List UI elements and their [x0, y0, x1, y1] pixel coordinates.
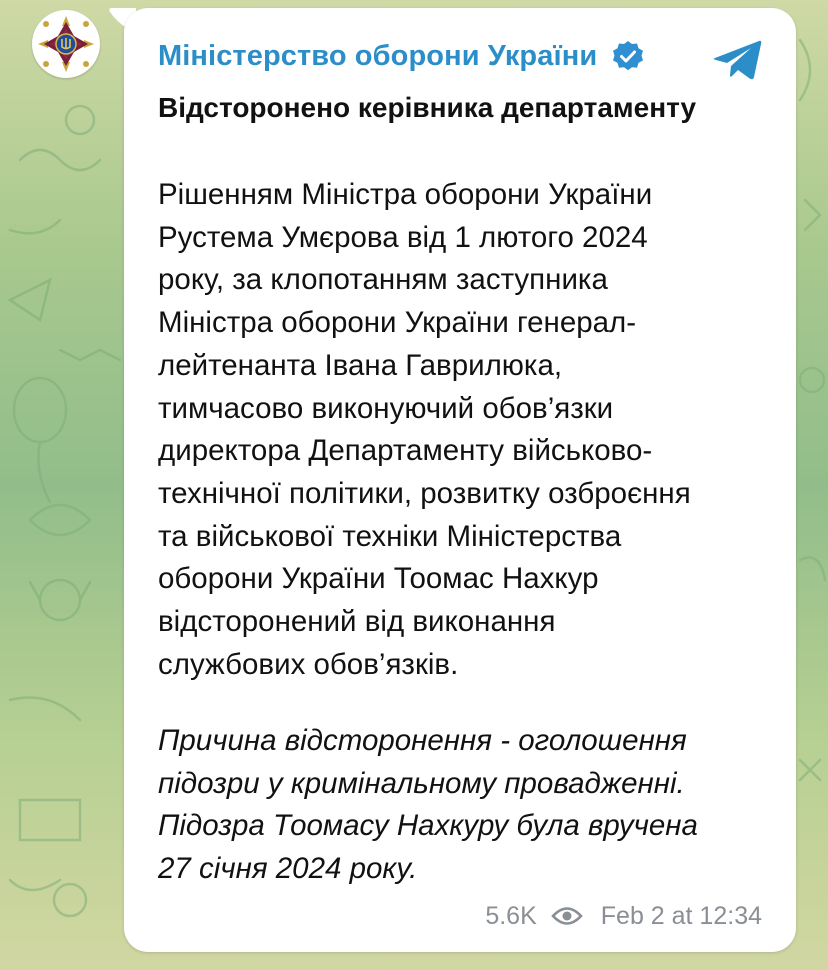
- body-line: Рішенням Міністра оборони України: [158, 178, 653, 211]
- body-line: оборони України Тоомас Нахкур: [158, 562, 599, 596]
- view-count: 5.6K: [485, 901, 537, 930]
- italic-line: 27 січня 2024 року.: [158, 852, 418, 886]
- post-headline: Відсторонено керівника департаменту: [158, 92, 697, 123]
- message-meta: [485, 898, 762, 934]
- channel-avatar[interactable]: [32, 10, 100, 78]
- channel-header: [158, 36, 645, 76]
- body-line: тимчасово виконуючий обов’язки: [158, 391, 614, 425]
- italic-line: Причина відсторонення - оголошення: [158, 724, 687, 757]
- body-line: Рустема Умєрова від 1 лютого 2024: [158, 220, 648, 254]
- body-line: та військової техніки Міністерства: [158, 519, 622, 553]
- body-line: відсторонений від виконання: [158, 605, 556, 639]
- body-line: технічної політики, розвитку озброєння: [158, 476, 691, 510]
- ministry-emblem-icon: [32, 10, 100, 78]
- channel-name[interactable]: Міністерство оборони України: [158, 39, 598, 72]
- verified-badge-icon: [611, 39, 645, 73]
- post-body: [158, 174, 778, 686]
- message-bubble[interactable]: [124, 8, 796, 952]
- italic-line: підозри у кримінальному провадженні.: [158, 766, 685, 800]
- body-line: директора Департаменту військово-: [158, 434, 653, 468]
- italic-line: Підозра Тоомасу Нахкуру була вручена: [158, 809, 698, 843]
- message-timestamp: Feb 2 at 12:34: [600, 901, 762, 930]
- body-line: року, за клопотанням заступника: [158, 263, 608, 297]
- post-italic-note: [158, 720, 778, 891]
- body-line: Міністра оборони України генерал-: [158, 306, 637, 340]
- eye-icon: [551, 905, 583, 927]
- body-line: лейтенанта Івана Гаврилюка,: [158, 348, 563, 382]
- body-line: службових обов’язків.: [158, 647, 459, 681]
- telegram-share-icon[interactable]: [712, 38, 764, 82]
